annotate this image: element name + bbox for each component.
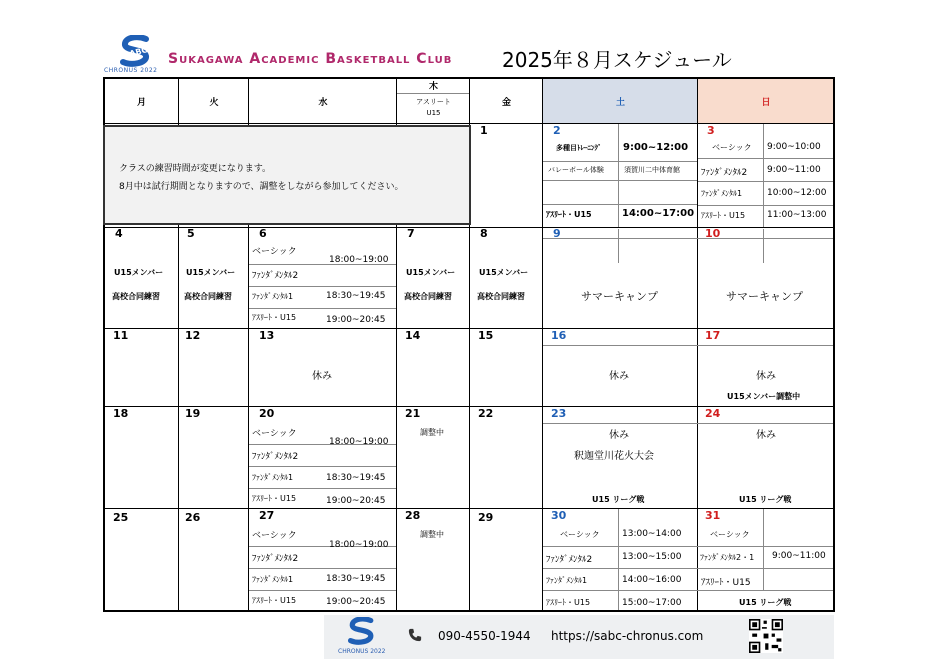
page-title: 2025年８月スケジュール (502, 48, 732, 72)
day-number: 30 (551, 509, 567, 522)
event-time: 18:30~19:45 (326, 473, 386, 483)
day-number: 28 (405, 509, 421, 522)
event-label: 休み (609, 430, 629, 441)
event-label: ベーシック (252, 429, 297, 439)
event-label: ﾌｧﾝﾀﾞﾒﾝﾀﾙ1 (546, 576, 588, 585)
day-number: 1 (480, 124, 488, 137)
event-label: 休み (756, 430, 776, 441)
event-label: ｱｽﾘｰﾄ・U15 (701, 578, 751, 588)
grid-line (543, 204, 697, 205)
event-label: 高校合同練習 (184, 292, 232, 301)
day-number: 17 (705, 329, 721, 342)
sabc-logo (118, 35, 154, 67)
event-time: 13:00~14:00 (622, 529, 682, 539)
event-label: ｱｽﾘｰﾄ・U15 (252, 494, 297, 503)
footer-logo (346, 617, 378, 645)
svg-text:ABC: ABC (128, 45, 149, 59)
grid-line (763, 509, 764, 591)
event-label: 高校合同練習 (477, 292, 525, 301)
notice-box (103, 125, 471, 225)
event-time: 18:30~19:45 (326, 574, 386, 584)
event-label: サマーキャンプ (726, 290, 803, 303)
event-label: 調整中 (420, 530, 444, 539)
event-time: 10:00~12:00 (767, 188, 827, 198)
event-note: U15 リーグ戦 (739, 598, 792, 607)
event-label: ｱｽﾘｰﾄ・U15 (701, 211, 746, 220)
day-number: 10 (705, 227, 721, 240)
grid-line (249, 590, 396, 591)
event-time: 9:00~12:00 (623, 142, 689, 153)
day-number: 14 (405, 329, 421, 342)
day-number: 21 (405, 407, 421, 420)
grid-line (618, 509, 619, 610)
day-number: 2 (553, 124, 561, 137)
event-time: 19:00~20:45 (326, 315, 386, 325)
grid-line (543, 590, 833, 591)
event-label: 釈迦堂川花火大会 (574, 451, 654, 462)
event-note: U15 リーグ戦 (592, 495, 645, 504)
event-label: サマーキャンプ (581, 290, 658, 303)
qr-code-icon[interactable] (749, 619, 783, 653)
day-number: 23 (551, 407, 567, 420)
event-time: 11:00~13:00 (767, 210, 827, 220)
grid-line (698, 181, 833, 182)
grid-line (249, 488, 396, 489)
event-label: ﾌｧﾝﾀﾞﾒﾝﾀﾙ1 (252, 575, 294, 584)
day-number: 19 (185, 407, 201, 420)
footer-phone[interactable]: 090-4550-1944 (438, 629, 531, 643)
grid-line (249, 308, 396, 309)
grid-line (763, 124, 764, 227)
event-label: U15メンバー (114, 268, 164, 277)
footer-bar (324, 615, 834, 659)
phone-icon (408, 628, 422, 642)
footer-logo-subtitle: CHRONUS 2022 (338, 648, 386, 655)
event-label: 休み (312, 371, 332, 382)
grid-line (249, 568, 396, 569)
day-number: 5 (187, 227, 195, 240)
event-label: 調整中 (420, 428, 444, 437)
day-number: 8 (480, 227, 488, 240)
event-time: 13:00~15:00 (622, 552, 682, 562)
logo-subtitle: CHRONUS 2022 (104, 67, 158, 74)
grid-line (833, 77, 835, 612)
day-number: 7 (407, 227, 415, 240)
event-label: ベーシック (252, 247, 297, 257)
weekday-thu: 木 (428, 82, 438, 92)
event-time: 19:00~20:45 (326, 597, 386, 607)
day-number: 24 (705, 407, 721, 420)
event-time: 14:00~17:00 (622, 208, 695, 219)
event-label: U15メンバー (479, 268, 529, 277)
event-note: U15 リーグ戦 (739, 495, 792, 504)
event-time: 14:00~16:00 (622, 575, 682, 585)
grid-line (543, 568, 833, 569)
weekday-tue: 火 (209, 98, 219, 108)
event-label: 高校合同練習 (112, 292, 160, 301)
event-label: ベーシック (560, 530, 600, 539)
day-number: 13 (259, 329, 275, 342)
weekday-mon: 月 (136, 98, 146, 108)
day-number: 4 (115, 227, 123, 240)
event-place: 須賀川二中体育館 (624, 166, 680, 174)
event-label: ﾌｧﾝﾀﾞﾒﾝﾀﾙ1 (252, 292, 294, 301)
thu-sub-u15: U15 (426, 109, 441, 117)
event-time: 19:00~20:45 (326, 496, 386, 506)
footer-url[interactable]: https://sabc-chronus.com (551, 629, 704, 643)
event-label: U15メンバー (186, 268, 236, 277)
thu-sub-athlete: アスリート (416, 98, 451, 106)
day-number: 16 (551, 329, 567, 342)
grid-line (543, 180, 697, 181)
grid-line (397, 93, 469, 94)
event-label: ｱｽﾘｰﾄ・U15 (252, 596, 297, 605)
day-number: 15 (478, 329, 494, 342)
day-number: 9 (553, 227, 561, 240)
event-label: U15メンバー (406, 268, 456, 277)
event-label: ベーシック (710, 530, 750, 539)
grid-line (698, 158, 833, 159)
day-number: 11 (113, 329, 129, 342)
notice-line-2: 8月中は試行期間となりますので、調整をしながら参加してください。 (119, 182, 404, 192)
weekday-wed: 水 (318, 98, 328, 108)
weekday-fri: 金 (501, 98, 511, 108)
grid-line (763, 229, 764, 263)
event-time: 18:00~19:00 (329, 540, 389, 550)
grid-line (543, 238, 833, 239)
grid-line (543, 345, 833, 346)
event-time: 9:00~11:00 (767, 165, 821, 175)
event-label: ﾌｧﾝﾀﾞﾒﾝﾀﾙ2・1 (700, 553, 755, 562)
event-time: 18:00~19:00 (329, 437, 389, 447)
event-label: 休み (609, 371, 629, 382)
day-number: 22 (478, 407, 494, 420)
grid-line (543, 161, 697, 162)
day-number: 20 (259, 407, 275, 420)
event-label: ｱｽﾘｰﾄ・U15 (252, 313, 297, 322)
grid-line (618, 229, 619, 263)
event-label: ベーシック (712, 143, 752, 152)
event-label: ﾌｧﾝﾀﾞﾒﾝﾀﾙ2 (252, 271, 299, 281)
grid-line (698, 205, 833, 206)
event-time: 18:30~19:45 (326, 291, 386, 301)
event-label: ｱｽﾘｰﾄ・U15 (546, 598, 591, 607)
weekday-sat: 土 (615, 98, 625, 108)
event-note: U15メンバー調整中 (727, 392, 801, 401)
event-label: ﾌｧﾝﾀﾞﾒﾝﾀﾙ2 (701, 168, 748, 178)
event-label: ｱｽﾘｰﾄ・U15 (546, 210, 592, 219)
day-number: 18 (113, 407, 129, 420)
event-label: バレーボール体験 (548, 166, 604, 174)
grid-line (618, 124, 619, 227)
day-number: 26 (185, 511, 201, 524)
grid-line (543, 546, 833, 547)
event-label: 多種目ﾄﾚｰﾆﾝｸﾞ (556, 144, 602, 152)
club-name: Sukagawa Academic Basketball Club (168, 51, 453, 67)
day-number: 6 (259, 227, 267, 240)
event-label: 休み (756, 371, 776, 382)
event-label: 高校合同練習 (404, 292, 452, 301)
grid-line (543, 423, 833, 424)
day-number: 29 (478, 511, 494, 524)
grid-line (249, 466, 396, 467)
event-label: ﾌｧﾝﾀﾞﾒﾝﾀﾙ1 (701, 189, 743, 198)
weekday-sun: 日 (761, 98, 771, 108)
event-time: 15:00~17:00 (622, 598, 682, 608)
event-label: ベーシック (252, 531, 297, 541)
event-label: ﾌｧﾝﾀﾞﾒﾝﾀﾙ2 (252, 554, 299, 564)
grid-line (249, 286, 396, 287)
day-number: 31 (705, 509, 721, 522)
event-time: 9:00~11:00 (772, 551, 826, 561)
event-label: ﾌｧﾝﾀﾞﾒﾝﾀﾙ1 (252, 473, 294, 482)
notice-line-1: クラスの練習時間が変更になります。 (119, 164, 272, 174)
day-number: 3 (707, 124, 715, 137)
event-time: 18:00~19:00 (329, 255, 389, 265)
event-label: ﾌｧﾝﾀﾞﾒﾝﾀﾙ2 (252, 452, 299, 462)
day-number: 27 (259, 509, 275, 522)
day-number: 25 (113, 511, 129, 524)
event-label: ﾌｧﾝﾀﾞﾒﾝﾀﾙ2 (546, 555, 593, 565)
event-time: 9:00~10:00 (767, 142, 821, 152)
day-number: 12 (185, 329, 201, 342)
